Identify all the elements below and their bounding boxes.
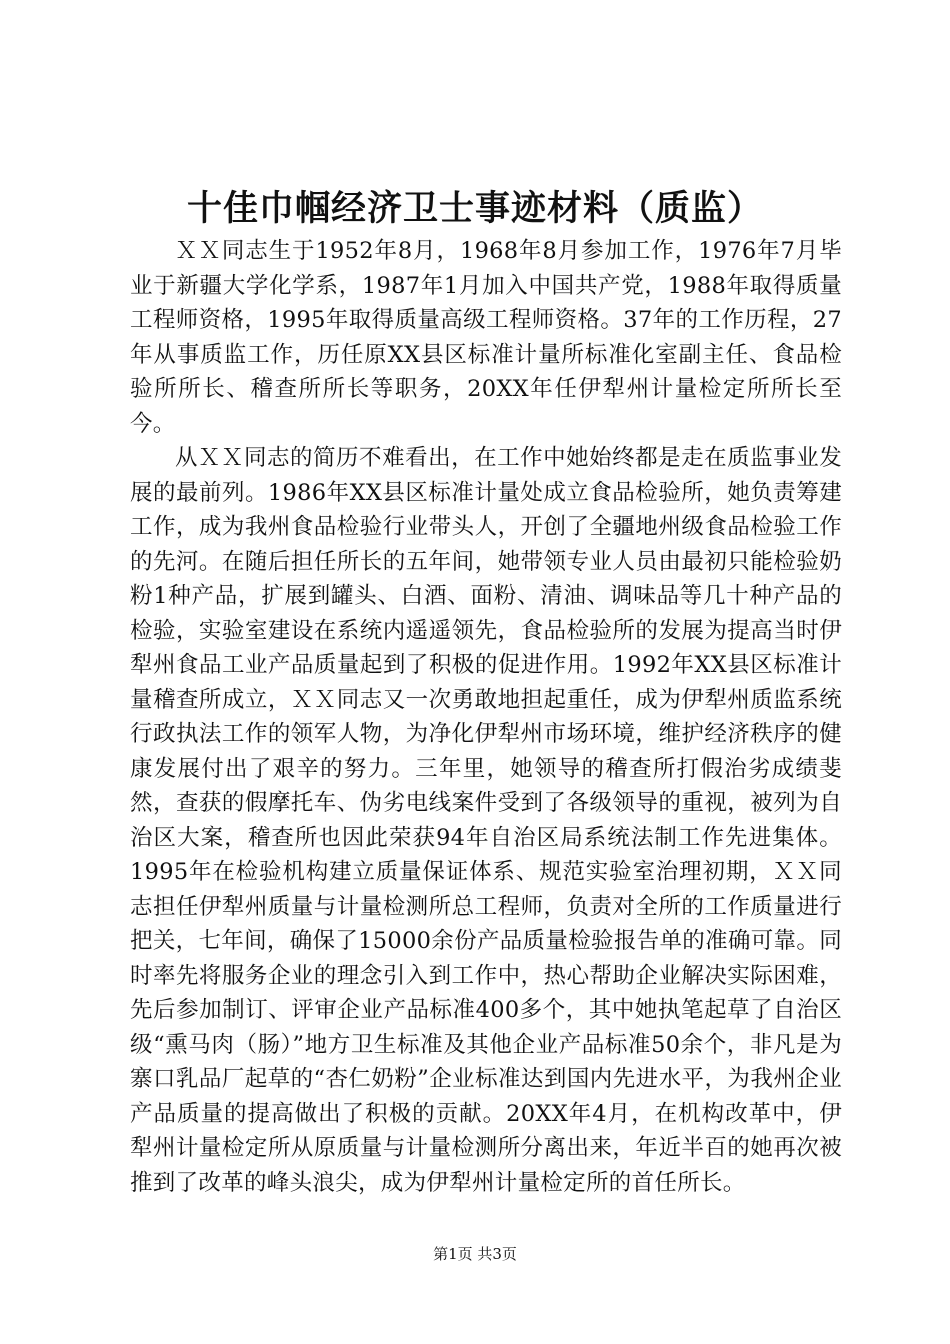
document-title: 十佳巾帼经济卫士事迹材料（质监） (186, 188, 763, 229)
page-number-indicator: 第1页 共3页 (433, 1245, 517, 1263)
paragraph-2: 从ＸＸ同志的简历不难看出，在工作中她始终都是走在质监事业发展的最前列。1986年XX县区标准计量处成立食品检验所，她负责筹建工作，成为我州食品检验行业带头人，开创了全疆地州级食品检验工作的先河。在随后担任所长的五年间，她带领专业人员由最初只能检验奶粉1种产品，扩展到罐头、白酒、面粉、清油、调味品等几十种产品的检验，实验室建设在系统内遥遥领先，食品检验所的发展为提高当时伊犁州食品工业产品质量起到了积极的促进作用。1992年XX县区标准计量稽查所成立，ＸＸ同志又一次勇敢地担起重任，成为伊犁州质监系统行政执法工作的领军人物，为净化伊犁州市场环境，维护经济秩序的健康发展付出了艰辛的努力。三年里，她领导的稽查所打假治劣成绩斐然，查获的假摩托车、伪劣电线案件受到了各级领导的重视，被列为自治区大案，稽查所也因此荣获94年自治区局系统法制工作先进集体。1995年在检验机构建立质量保证体系、规范实验室治理初期，ＸＸ同志担任伊犁州质量与计量检测所总工程师，负责对全所的工作质量进行把关，七年间，确保了15000余份产品质量检验报告单的准确可靠。同时率先将服务企业的理念引入到工作中，热心帮助企业解决实际困难，先后参加制订、评审企业产品标准400多个，其中她执笔起草了自治区级“熏马肉（肠）”地方卫生标准及其他企业产品标准50余个，非凡是为寨口乳品厂起草的“杏仁奶粉”企业标准达到国内先进水平，为我州企业产品质量的提高做出了积极的贡献。20XX年4月，在机构改革中，伊犁州计量检定所从原质量与计量检测所分离出来，年近半百的她再次被推到了改革的峰头浪尖，成为伊犁州计量检定所的首任所长。 (130, 445, 842, 1196)
document-body (130, 234, 842, 1200)
page-footer (0, 1244, 950, 1264)
paragraph-1: ＸＸ同志生于1952年8月，1968年8月参加工作，1976年7月毕业于新疆大学化学系，1987年1月加入中国共产党，1988年取得质量工程师资格，1995年取得质量高级工程师资格。37年的工作历程，27年从事质监工作，历任原XX县区标准计量所标准化室副主任、食品检验所所长、稽查所所长等职务，20XX年任伊犁州计量检定所所长至今。 (130, 238, 842, 437)
